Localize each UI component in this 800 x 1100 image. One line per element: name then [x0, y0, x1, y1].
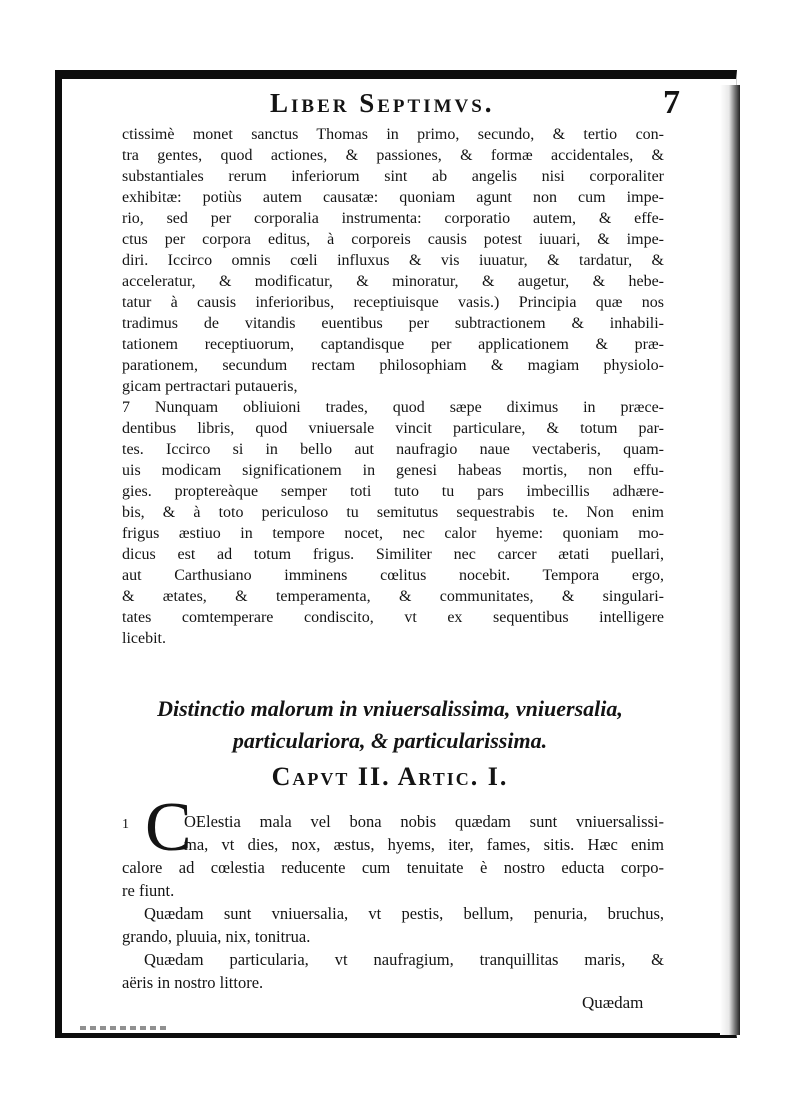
text-line: aëris in nostro littore.	[122, 973, 264, 992]
drop-cap: C	[145, 789, 192, 866]
text-line: parationem, secundum rectam philosophiam & magiam physiolo-	[122, 357, 664, 374]
text-line: tatur à causis inferioribus, receptiuisque vasis.) Principia quæ nos	[122, 294, 664, 311]
text-line: tra gentes, quod actiones, & passiones, & formæ accidentales, &	[122, 147, 664, 164]
text-line: 7 Nunquam obliuioni trades, quod sæpe diximus in præce-	[122, 399, 664, 416]
text-line: calore ad cœlestia reducente cum tenuitate è nostro educta corpo-	[122, 858, 664, 877]
text-line: gicam pertractari putaueris,	[122, 378, 298, 395]
print-smudge	[80, 1026, 170, 1030]
text-line: Quædam sunt vniuersalia, vt pestis, bellum, penuria, bruchus,	[144, 904, 664, 923]
text-line: ctissimè monet sanctus Thomas in primo, secundo, & tertio con-	[122, 126, 664, 143]
page-number: 7	[663, 84, 680, 121]
running-head-title: Liber Septimvs.	[270, 88, 495, 118]
text-line: dicus est ad totum frigus. Similiter nec carcer ætati puellari,	[122, 546, 664, 563]
text-line: bis, & à toto periculoso tu semitutus sequestrabis te. Non enim	[122, 504, 664, 521]
text-line: exhibitæ: potiùs autem causatæ: quoniam agunt non cum impe-	[122, 189, 664, 206]
article-number: 1	[122, 817, 129, 832]
text-line: aut Carthusiano imminens cœlitus nocebit. Tempora ergo,	[122, 567, 664, 584]
text-line: uis modicam significationem in genesi habeas mortis, non effu-	[122, 462, 664, 479]
section-title	[120, 693, 660, 757]
text-line: licebit.	[122, 630, 166, 647]
text-line: frigus æstiuo in tempore nocet, nec calor hyeme: quoniam mo-	[122, 525, 664, 542]
chapter-heading: Capvt II. Artic. I.	[271, 762, 509, 791]
section-title-line: Distinctio malorum in vniuersalissima, vniuersalia,	[157, 696, 623, 721]
body-text	[122, 124, 664, 649]
text-line: diri. Iccirco omnis cœli influxus & vis iuuatur, & tardatur, &	[122, 252, 664, 269]
running-head	[120, 84, 680, 128]
catchword: Quædam	[582, 993, 644, 1012]
text-line: ctus per corpora editus, à corporeis causis potest iuuari, & impe-	[122, 231, 664, 248]
text-line: dentibus libris, quod vniuersale vincit particulare, & totum par-	[122, 420, 664, 437]
text-line: & ætates, & temperamenta, & communitates, & singulari-	[122, 588, 664, 605]
text-line: gies. proptereàque semper toti tuto tu pars imbecillis adhære-	[122, 483, 664, 500]
text-line: OElestia mala vel bona nobis quædam sunt vniuersalissi-	[184, 812, 664, 831]
text-line: tates comtemperare condiscito, vt ex sequentibus intelligere	[122, 609, 664, 626]
text-line: Quædam particularia, vt naufragium, tranquillitas maris, &	[144, 950, 664, 969]
text-line: tes. Iccirco si in bello aut naufragio naue vectaberis, quam-	[122, 441, 664, 458]
text-line: tationem receptiuorum, captandisque per applicationem & præ-	[122, 336, 664, 353]
text-line: acceleratur, & modificatur, & minoratur, & augetur, & hebe-	[122, 273, 664, 290]
page-edge-shadow	[720, 85, 740, 1035]
text-line: ma, vt dies, nox, æstus, hyems, iter, fames, sitis. Hæc enim	[184, 835, 664, 854]
text-line: re fiunt.	[122, 881, 175, 900]
text-line: tradimus de vitandis euentibus per subtractionem & inhabili-	[122, 315, 664, 332]
text-line: grando, pluuia, nix, tonitrua.	[122, 927, 311, 946]
text-line: rio, sed per corporalia instrumenta: corporatio autem, & effe-	[122, 210, 664, 227]
article-text	[122, 810, 664, 994]
text-line: substantiales rerum inferiorum sint ab angelis nisi corporaliter	[122, 168, 664, 185]
section-title-line: particulariora, & particularissima.	[232, 728, 548, 753]
